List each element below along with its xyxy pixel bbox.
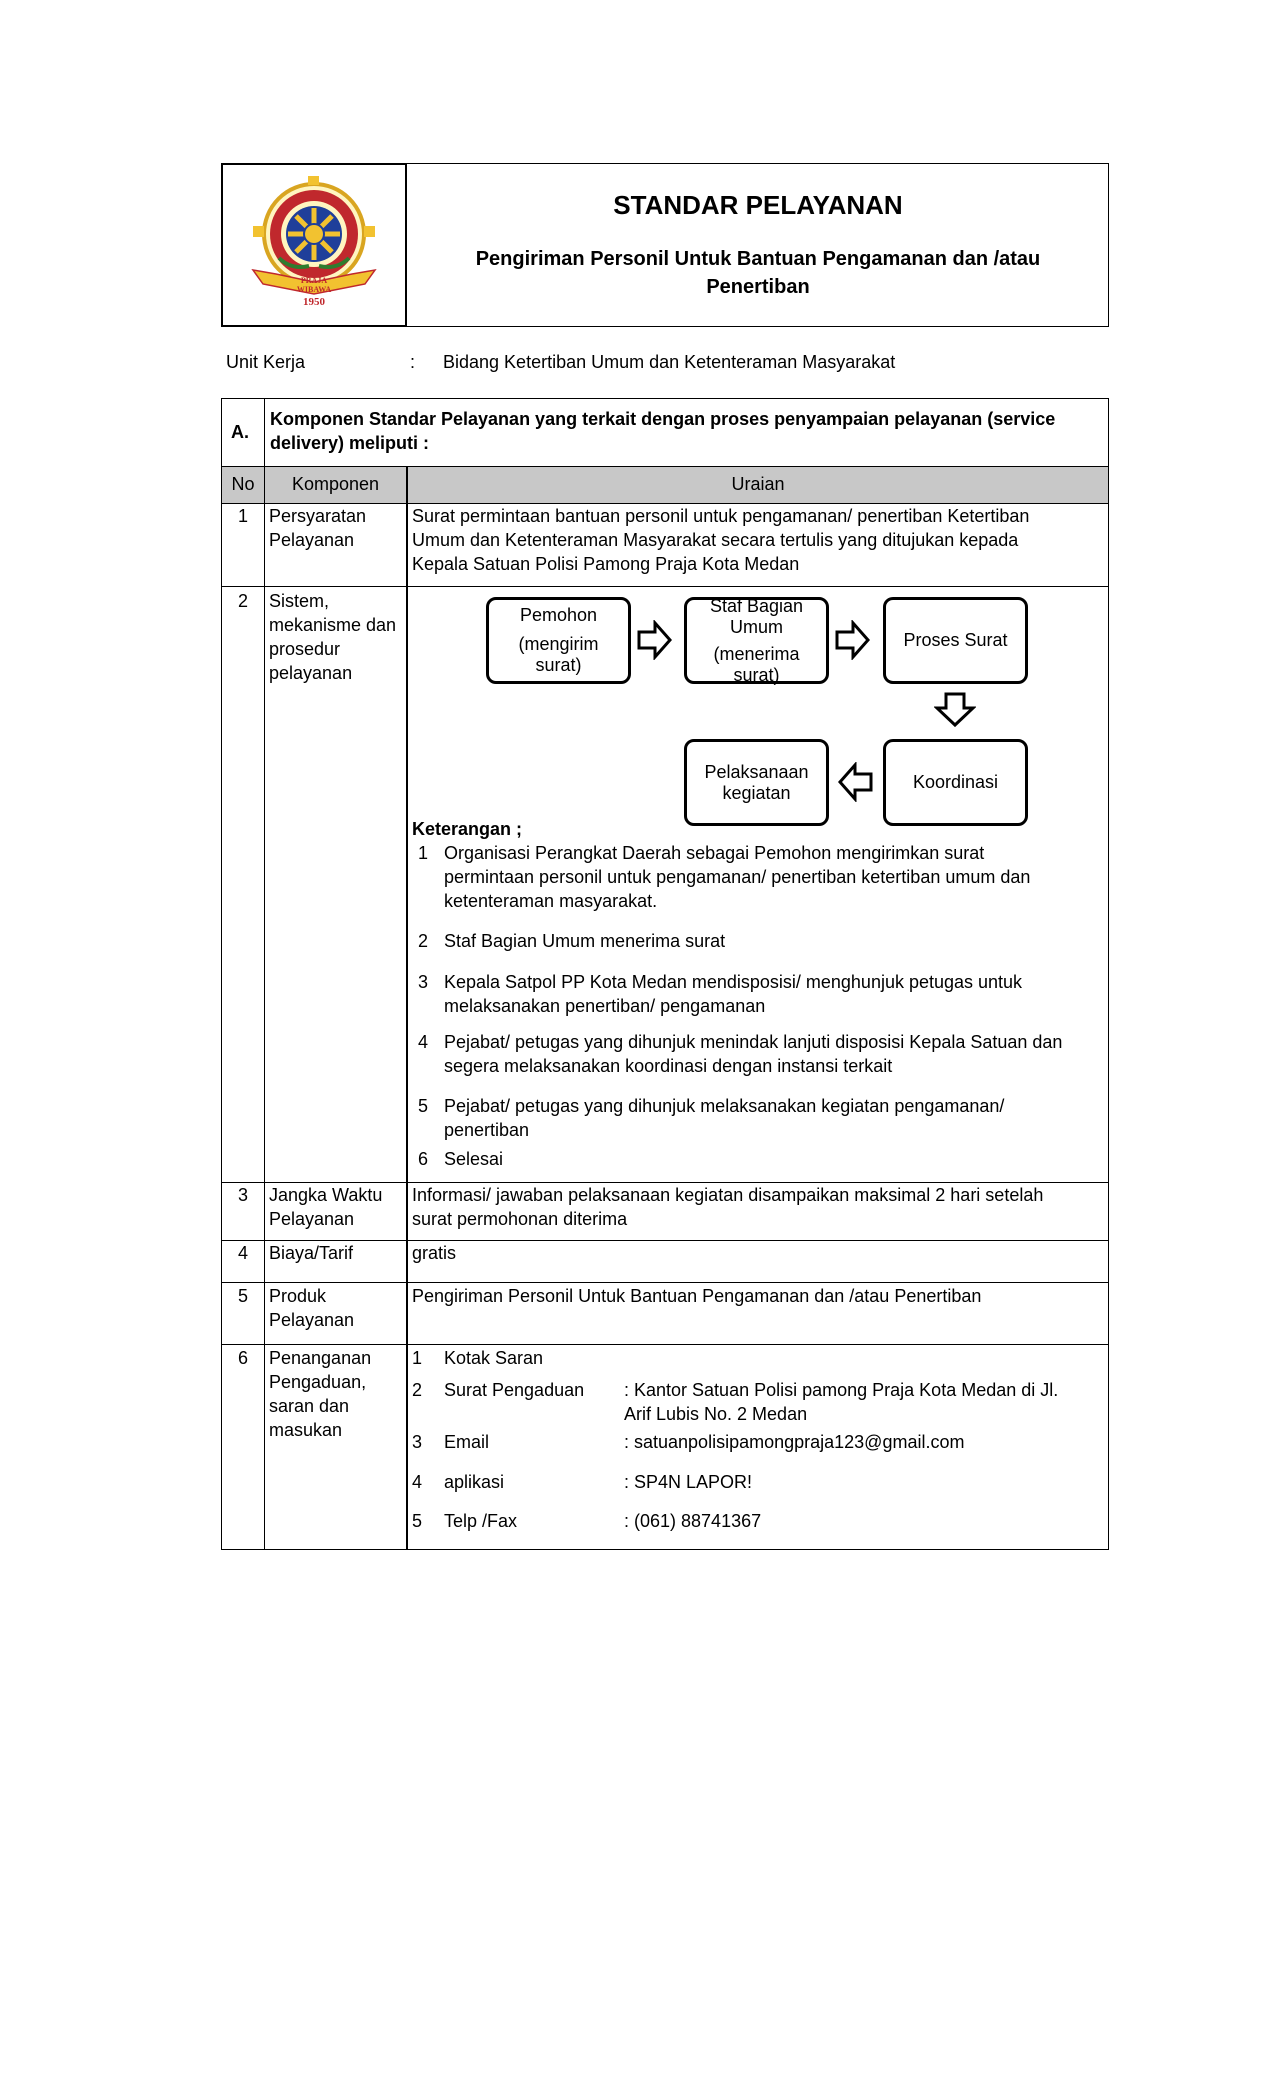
row6-komponen-line4: masukan (269, 1420, 343, 1440)
flow-box-staf-bagian-umum: Staf Bagian Umum (menerima surat) (684, 597, 829, 684)
row3-uraian-line2: surat permohonan diterima (412, 1209, 628, 1229)
page-subtitle-line2: Penertiban (706, 276, 810, 298)
complaint-value: : SP4N LAPOR! (624, 1472, 753, 1492)
row6-komponen-line3: saran dan (269, 1396, 350, 1416)
keterangan-item-number: 5 (418, 1096, 429, 1116)
unit-value: Bidang Ketertiban Umum dan Ketenteraman Masyarakat (443, 352, 896, 372)
keterangan-item-text: melaksanakan penertiban/ pengamanan (444, 996, 766, 1016)
flow-arrow-left (837, 762, 873, 802)
complaint-label: Telp /Fax (444, 1511, 518, 1531)
keterangan-item-text: ketenteraman masyarakat. (444, 891, 658, 911)
row2-komponen-line2: mekanisme dan (269, 615, 397, 635)
complaint-label: aplikasi (444, 1472, 505, 1492)
row6-no: 6 (237, 1348, 248, 1368)
row4-komponen-line1: Biaya/Tarif (269, 1243, 354, 1263)
keterangan-item-text: Pejabat/ petugas yang dihunjuk melaksanakan kegiatan pengamanan/ (444, 1096, 1005, 1116)
complaint-number: 3 (412, 1432, 423, 1452)
keterangan-item-text: permintaan personil untuk pengamanan/ penertiban ketertiban umum dan (444, 867, 1031, 887)
row1-komponen-line2: Pelayanan (269, 530, 355, 550)
complaint-value: : Kantor Satuan Polisi pamong Praja Kota Medan di Jl. (624, 1380, 1059, 1400)
page-title: STANDAR PELAYANAN (613, 190, 903, 220)
row3-komponen-line2: Pelayanan (269, 1209, 355, 1229)
complaint-number: 2 (412, 1380, 423, 1400)
complaint-number: 1 (412, 1348, 423, 1368)
keterangan-item-text: penertiban (444, 1120, 530, 1140)
row2-komponen-line3: prosedur (269, 639, 341, 659)
row1-uraian-line1: Surat permintaan bantuan personil untuk pengamanan/ penertiban Ketertiban (412, 506, 1030, 526)
row6-komponen-line1: Penanganan (269, 1348, 372, 1368)
row1-uraian-line3: Kepala Satuan Polisi Pamong Praja Kota Medan (412, 554, 800, 574)
row1-komponen-line1: Persyaratan (269, 506, 367, 526)
row2-no: 2 (237, 591, 248, 611)
complaint-value-email: : satuanpolisipamongpraja123@gmail.com (624, 1432, 965, 1452)
section-title-line1: Komponen Standar Pelayanan yang terkait dengan proses penyampaian pelayanan (service (270, 409, 1056, 429)
complaint-number: 4 (412, 1472, 423, 1492)
keterangan-item-number: 4 (418, 1032, 429, 1052)
page-subtitle-line1: Pengiriman Personil Untuk Bantuan Pengamanan dan /atau (475, 248, 1041, 270)
keterangan-item-text: Kepala Satpol PP Kota Medan mendisposisi/ menghunjuk petugas untuk (444, 972, 1023, 992)
col-header-no: No (231, 474, 255, 494)
keterangan-item-text: Organisasi Perangkat Daerah sebagai Pemohon mengirimkan surat (444, 843, 985, 863)
row1-no: 1 (237, 506, 248, 526)
unit-label: Unit Kerja (226, 352, 306, 372)
complaint-label: Surat Pengaduan (444, 1380, 585, 1400)
flow-box-proses-surat: Proses Surat (883, 597, 1028, 684)
keterangan-item-number: 1 (418, 843, 429, 863)
complaint-number: 5 (412, 1511, 423, 1531)
flow-arrow-down (934, 692, 976, 728)
section-letter: A. (231, 422, 249, 442)
row5-komponen-line2: Pelayanan (269, 1310, 355, 1330)
row2-komponen-line4: pelayanan (269, 663, 353, 683)
row5-uraian-line1: Pengiriman Personil Untuk Bantuan Pengamanan dan /atau Penertiban (412, 1286, 982, 1306)
keterangan-item-text: Selesai (444, 1149, 504, 1169)
row3-no: 3 (237, 1185, 248, 1205)
complaint-value: Arif Lubis No. 2 Medan (624, 1404, 808, 1424)
row4-no: 4 (237, 1243, 248, 1263)
row4-uraian-line1: gratis (412, 1243, 457, 1263)
complaint-value-phone: : (061) 88741367 (624, 1511, 762, 1531)
keterangan-item-number: 2 (418, 931, 429, 951)
row3-uraian-line1: Informasi/ jawaban pelaksanaan kegiatan disampaikan maksimal 2 hari setelah (412, 1185, 1044, 1205)
keterangan-item-number: 6 (418, 1149, 429, 1169)
col-header-uraian: Uraian (731, 474, 785, 494)
col-header-komponen: Komponen (291, 474, 380, 494)
row5-komponen-line1: Produk (269, 1286, 327, 1306)
flow-box-pemohon: Pemohon (mengirim surat) (486, 597, 631, 684)
flow-box-koordinasi: Koordinasi (883, 739, 1028, 826)
logo-ribbon-text: PRAJA WIBAWA (296, 276, 332, 294)
flow-box-pelaksanaan: Pelaksanaan kegiatan (684, 739, 829, 826)
keterangan-item-text: Pejabat/ petugas yang dihunjuk menindak lanjuti disposisi Kepala Satuan dan (444, 1032, 1063, 1052)
flow-arrow-right-1 (637, 620, 673, 660)
section-title-line2: delivery) meliputi : (270, 433, 430, 453)
row6-komponen-line2: Pengaduan, (269, 1372, 367, 1392)
logo-year: 1950 (303, 296, 325, 308)
keterangan-item-text: Staf Bagian Umum menerima surat (444, 931, 726, 951)
keterangan-label: Keterangan ; (412, 819, 523, 839)
row1-uraian-line2: Umum dan Ketenteraman Masyarakat secara tertulis yang ditujukan kepada (412, 530, 1019, 550)
complaint-label: Email (444, 1432, 490, 1452)
row3-komponen-line1: Jangka Waktu (269, 1185, 383, 1205)
flow-arrow-right-2 (835, 620, 871, 660)
row5-no: 5 (237, 1286, 248, 1306)
complaint-label: Kotak Saran (444, 1348, 544, 1368)
logo (241, 170, 387, 315)
keterangan-item-text: segera melaksanakan koordinasi dengan instansi terkait (444, 1056, 893, 1076)
unit-colon: : (410, 352, 416, 372)
row2-komponen-line1: Sistem, (269, 591, 330, 611)
keterangan-item-number: 3 (418, 972, 429, 992)
